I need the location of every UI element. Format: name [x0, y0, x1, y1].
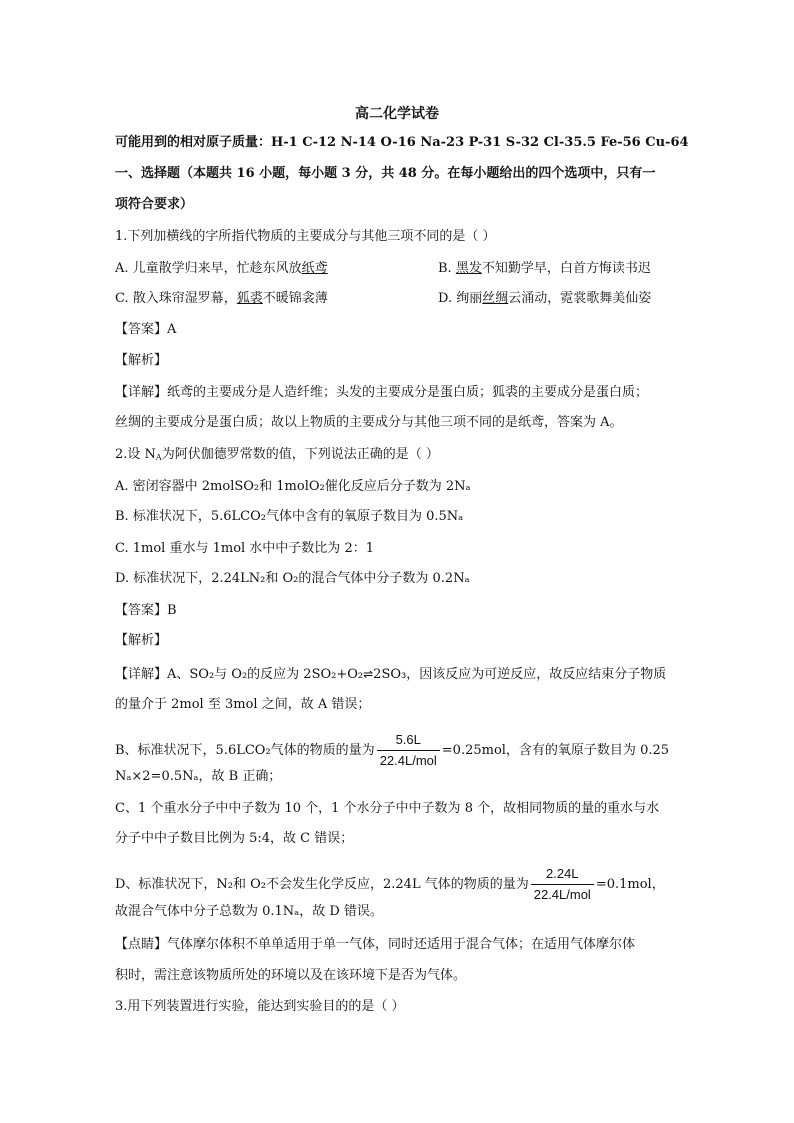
section-heading: 一、选择题（本题共 16 小题，每小题 3 分，共 48 分。在每小题给出的四个选项中，只有一 — [115, 166, 656, 181]
q1-option-b-text: 不知勤学早，白首方悔读书迟 — [481, 261, 651, 276]
q1-option-b-label: B. — [438, 261, 456, 276]
q1-option-c-rest: 不暖锦衾薄 — [262, 291, 328, 306]
q1-option-d-text: D. 绚丽 — [438, 291, 483, 306]
q1-answer: 【答案】A — [115, 322, 177, 337]
q2-detail-b-cont: Nₐ×2=0.5Nₐ，故 B 正确； — [115, 769, 282, 784]
q1-option-c-text: C. 散入珠帘湿罗幕， — [115, 291, 237, 306]
q2-detail-d-cont: 故混合气体中分子总数为 0.1Nₐ，故 D 错误。 — [115, 904, 383, 919]
q2-detail-d — [115, 865, 665, 904]
q2-detail-b — [115, 731, 669, 770]
fraction-numerator: 2.24L — [531, 865, 594, 885]
q2-answer: 【答案】B — [115, 603, 177, 618]
q2-stem — [115, 446, 439, 467]
q2-tip: 【点睛】气体摩尔体积不单单适用于单一气体，同时还适用于混合气体；在适用气体摩尔体 — [115, 937, 636, 952]
q1-option-d — [438, 290, 651, 308]
q2-detail-b-pre: B、标准状况下，5.6LCO₂气体的物质的量为 — [115, 743, 375, 758]
q2-tip-cont: 积时，需注意该物质所处的环境以及在该环境下是否为气体。 — [115, 968, 467, 983]
q1-option-d-underlined: 丝绸 — [482, 291, 509, 306]
q3-stem: 3.用下列装置进行实验，能达到实验目的的是（ ） — [115, 999, 405, 1014]
q2-detail-a — [115, 665, 666, 684]
q1-option-a-underlined: 纸鸢 — [301, 261, 328, 276]
q1-option-b-underlined: 黑发 — [455, 261, 482, 276]
q2-detail-a-post: 2SO₃，因该反应为可逆反应，故反应结束分子物质 — [373, 667, 667, 682]
q2-detail-b-fraction — [377, 731, 440, 770]
q2-detail-c: C、1 个重水分子中中子数为 10 个，1 个水分子中中子数为 8 个，故相同物质的量的重水与水 — [115, 801, 660, 816]
q2-option-b: B. 标准状况下，5.6LCO₂气体中含有的氧原子数目为 0.5Nₐ — [115, 509, 464, 524]
q2-stem-post: 为阿伏伽德罗常数的值，下列说法正确的是（ ） — [161, 447, 439, 462]
equilibrium-arrow-icon: ⇌ — [363, 667, 374, 681]
q1-analysis-label: 【解析】 — [115, 353, 168, 368]
q1-option-c-underlined: 狐裘 — [236, 291, 263, 306]
q1-detail-cont: 丝绸的主要成分是蛋白质；故以上物质的主要成分与其他三项不同的是纸鸢，答案为 A。 — [115, 415, 623, 430]
page-title: 高二化学试卷 — [355, 106, 439, 122]
q2-detail-a-pre: 【详解】A、SO₂与 O₂的反应为 2SO₂+O₂ — [115, 667, 364, 682]
q2-detail-c-cont: 分子中中子数目比例为 5:4，故 C 错误； — [115, 831, 354, 846]
q1-option-a-text: A. 儿童散学归来早，忙趁东风放 — [115, 261, 302, 276]
q2-stem-pre: 2.设 N — [115, 447, 156, 462]
q2-option-c: C. 1mol 重水与 1mol 水中中子数比为 2：1 — [115, 541, 374, 556]
atomic-masses: 可能用到的相对原子质量：H-1 C-12 N-14 O-16 Na-23 P-31 S-32 Cl-35.5 Fe-56 Cu-64 — [115, 135, 689, 150]
q2-detail-a-cont: 的量介于 2mol 至 3mol 之间，故 A 错误； — [115, 697, 371, 712]
q2-detail-d-fraction — [531, 865, 594, 904]
q2-detail-d-pre: D、标准状况下，N₂和 O₂不会发生化学反应，2.24L 气体的物质的量为 — [115, 877, 529, 892]
q2-analysis-label: 【解析】 — [115, 633, 168, 648]
fraction-denominator: 22.4L/mol — [379, 753, 437, 768]
fraction-denominator: 22.4L/mol — [533, 887, 591, 902]
q2-detail-d-post: =0.1mol， — [595, 877, 665, 892]
q1-option-c — [115, 290, 328, 308]
q2-detail-b-post: =0.25mol，含有的氧原子数目为 0.25 — [441, 743, 670, 758]
q1-option-d-rest: 云涌动，霓裳歌舞美仙姿 — [508, 291, 652, 306]
q2-stem-sub: A — [155, 453, 162, 462]
q1-option-a — [115, 260, 328, 278]
q1-option-b — [438, 260, 651, 278]
fraction-numerator: 5.6L — [377, 731, 440, 751]
q2-option-d: D. 标准状况下，2.24LN₂和 O₂的混合气体中分子数为 0.2Nₐ — [115, 571, 470, 586]
q1-stem: 1.下列加横线的字所指代物质的主要成分与其他三项不同的是（ ） — [115, 229, 496, 244]
section-heading-cont: 项符合要求） — [115, 197, 194, 212]
q2-option-a: A. 密闭容器中 2molSO₂和 1molO₂催化反应后分子数为 2Nₐ — [115, 479, 471, 494]
q1-detail: 【详解】纸鸢的主要成分是人造纤维；头发的主要成分是蛋白质；狐裘的主要成分是蛋白质； — [115, 385, 649, 400]
